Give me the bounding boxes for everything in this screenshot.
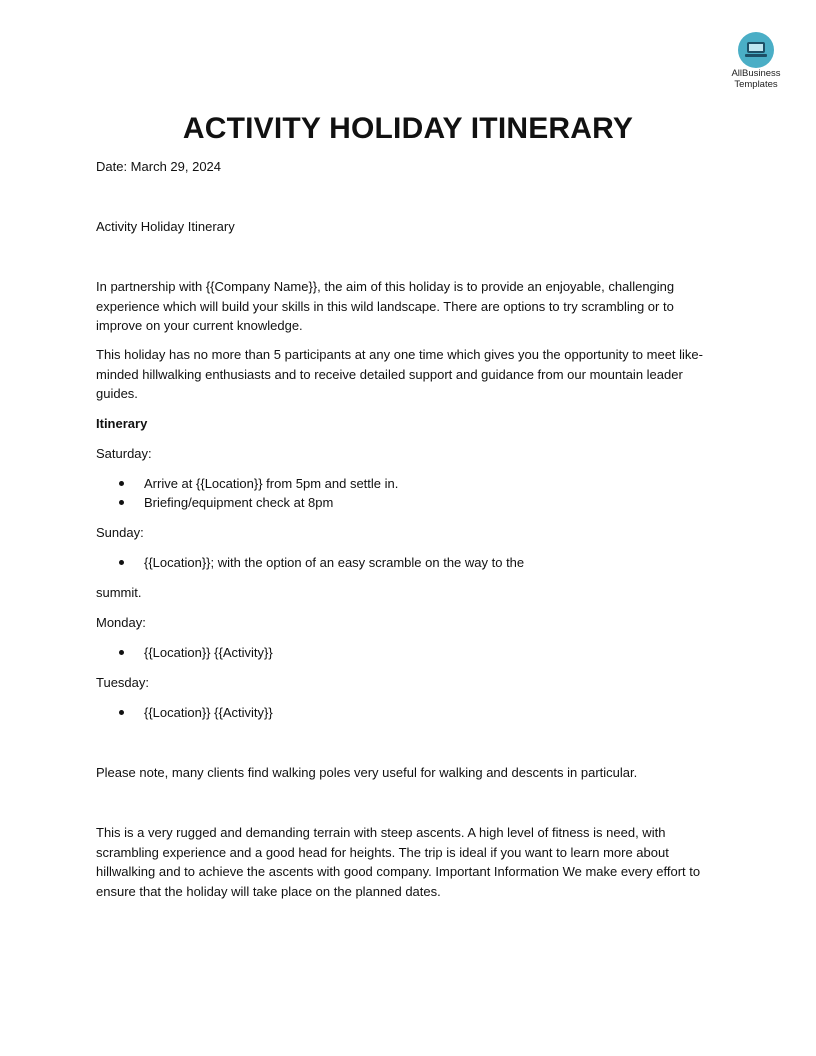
- laptop-icon: [738, 32, 774, 68]
- sunday-continuation: summit.: [96, 585, 142, 600]
- bullet-icon: [119, 500, 124, 505]
- itinerary-heading: Itinerary: [96, 416, 148, 431]
- company-logo: [726, 32, 786, 90]
- day-label-saturday: Saturday:: [96, 446, 152, 461]
- bullet-icon: [119, 560, 124, 565]
- bullet-icon: [119, 650, 124, 655]
- note-paragraph: Please note, many clients find walking poles very useful for walking and descents in particular.: [96, 765, 638, 780]
- document-title: ACTIVITY HOLIDAY ITINERARY: [182, 112, 634, 145]
- logo-text-line2: Templates: [734, 79, 778, 90]
- intro-paragraph-2: This holiday has no more than 5 participants at any one time which gives you the opportunity to meet like-minded hillwalking enthusiasts and to receive detailed support and guidance from our mountain leader guides.: [96, 347, 703, 401]
- terrain-paragraph: This is a very rugged and demanding terrain with steep ascents. A high level of fitness is need, with scrambling experience and a good head for heights. The trip is ideal if you want to learn more about hillwalking and to achieve the ascents with good company. Important Information We make every effort to ensure that the holiday will take place on the planned dates.: [96, 825, 701, 899]
- day-label-monday: Monday:: [96, 615, 146, 630]
- day-label-tuesday: Tuesday:: [96, 675, 149, 690]
- date-line: Date: March 29, 2024: [96, 159, 222, 174]
- bullet-icon: [119, 481, 124, 486]
- bullet-icon: [119, 710, 124, 715]
- subtitle: Activity Holiday Itinerary: [96, 219, 235, 234]
- logo-text-line1: AllBusiness: [731, 68, 781, 79]
- day-label-sunday: Sunday:: [96, 525, 144, 540]
- intro-paragraph-1: In partnership with {{Company Name}}, the aim of this holiday is to provide an enjoyable, challenging experience which will build your skills in this wild landscape. There are options to try scrambling or to improve on your current knowledge.: [96, 279, 675, 333]
